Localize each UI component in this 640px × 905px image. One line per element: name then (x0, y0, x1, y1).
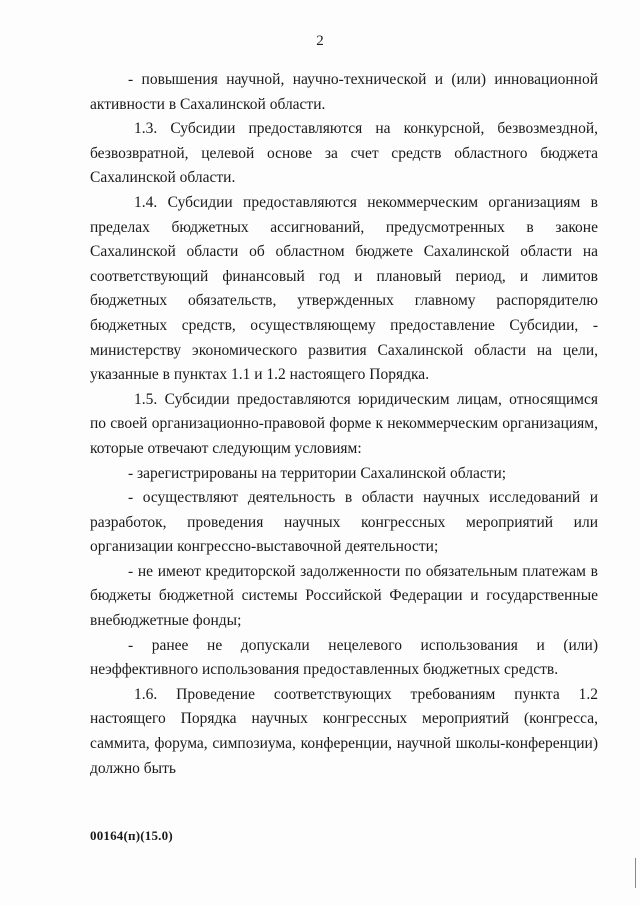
condition-no-debt: - не имеют кредиторской задолженности по обязательным платежам в бюджеты бюджетной системы Российской Федерации и государственные внебюджетные фонды; (90, 562, 598, 630)
page-number: 2 (316, 33, 324, 49)
document-code: 00164(п)(15.0) (90, 828, 173, 843)
paragraph-1-4: 1.4. Субсидии предоставляются некоммерческим организациям в пределах бюджетных ассигнований, предусмотренных в законе Сахалинской области об областном бюджете Сахалинской области на соответствующий финансовый год и плановый период, и лимитов бюджетных обязательств, утвержденных главному распорядителю бюджетных средств, осуществляющему предоставление Субсидии, - министерству экономического развития Сахалинской области на цели, указанные в пунктах 1.1 и 1.2 настоящего Порядка. (90, 193, 598, 384)
document-body (90, 68, 598, 781)
paragraph-1-5: 1.5. Субсидии предоставляются юридическим лицам, относящимся по своей организационно-правовой форме к некоммерческим организациям, которые отвечают следующим условиям: (90, 390, 598, 457)
paragraph-innovation-activity: - повышения научной, научно-технической и (или) инновационной активности в Сахалинской области. (90, 71, 598, 113)
condition-no-misuse: - ранее не допускали нецелевого использования и (или) неэффективного использования предоставленных бюджетных средств. (90, 636, 598, 679)
scan-edge-mark (635, 858, 636, 888)
condition-registered: - зарегистрированы на территории Сахалинской области; (128, 464, 507, 482)
paragraph-1-6: 1.6. Проведение соответствующих требованиям пункта 1.2 настоящего Порядка научных конгрессных мероприятий (конгресса, саммита, форума, симпозиума, конференции, научной школы-конференции) должно быть (90, 685, 598, 777)
paragraph-1-3: 1.3. Субсидии предоставляются на конкурсной, безвозмездной, безвозвратной, целевой основе за счет средств областного бюджета Сахалинской области. (90, 120, 598, 187)
condition-research-activity: - осуществляют деятельность в области научных исследований и разработок, проведения научных конгрессных мероприятий или организации конгрессно-выставочной деятельности; (90, 489, 598, 556)
